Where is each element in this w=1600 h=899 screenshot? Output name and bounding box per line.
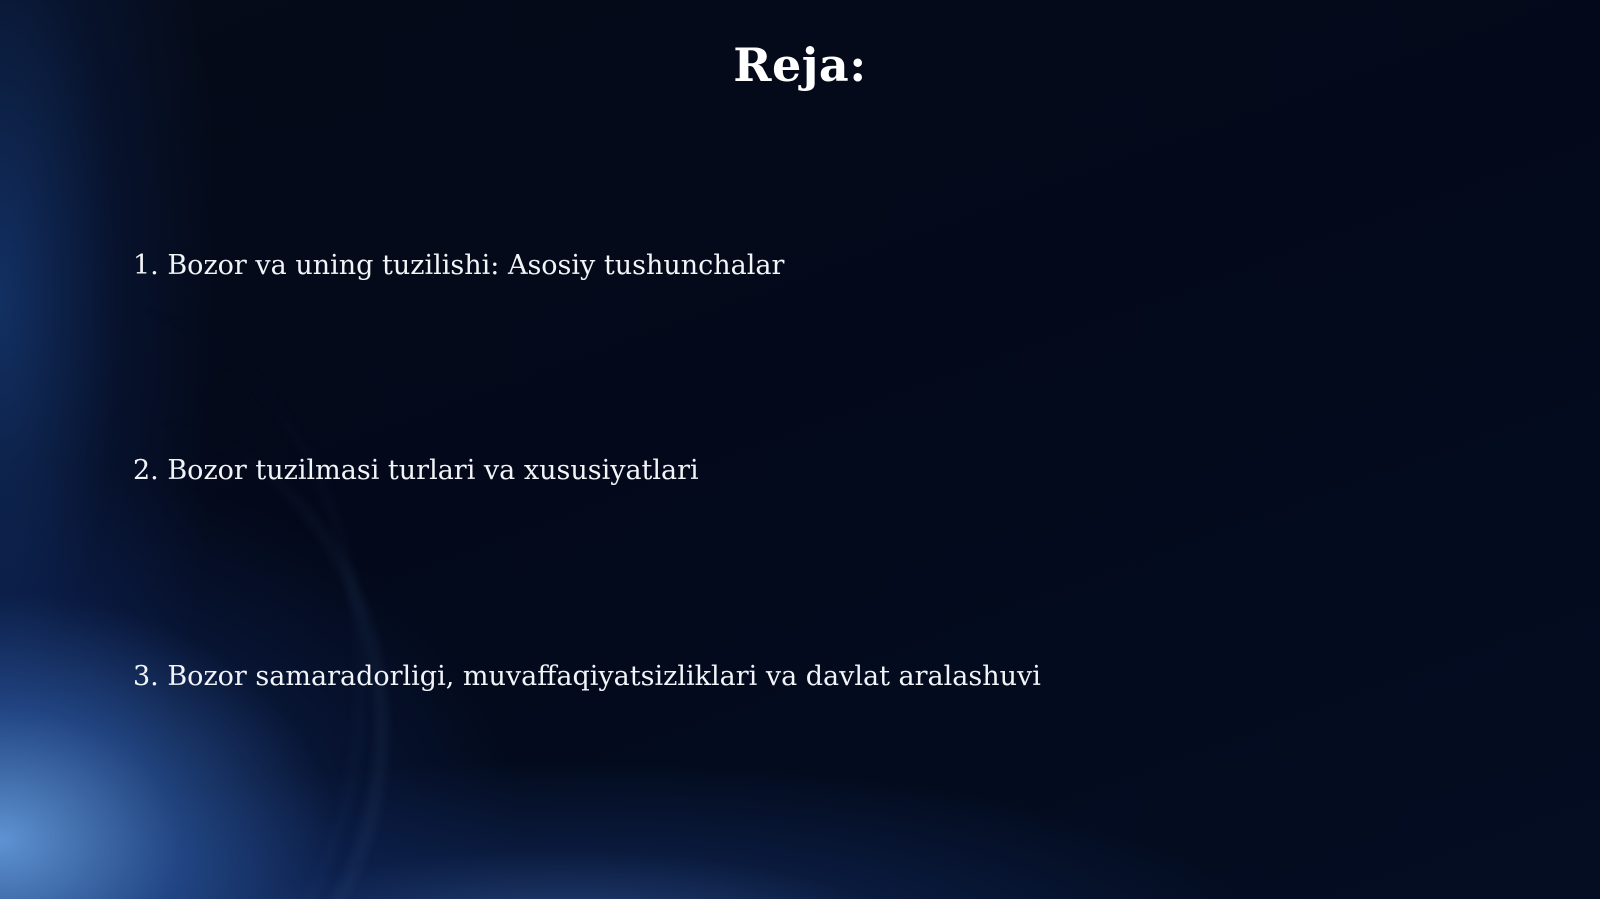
plan-item-3: 3. Bozor samaradorligi, muvaffaqiyatsizliklari va davlat aralashuvi bbox=[133, 661, 1041, 692]
slide-title: Reja: bbox=[733, 38, 867, 92]
plan-item-1: 1. Bozor va uning tuzilishi: Asosiy tushunchalar bbox=[133, 250, 785, 281]
plan-item-2: 2. Bozor tuzilmasi turlari va xususiyatlari bbox=[133, 455, 699, 486]
background-light-streak bbox=[0, 300, 362, 899]
